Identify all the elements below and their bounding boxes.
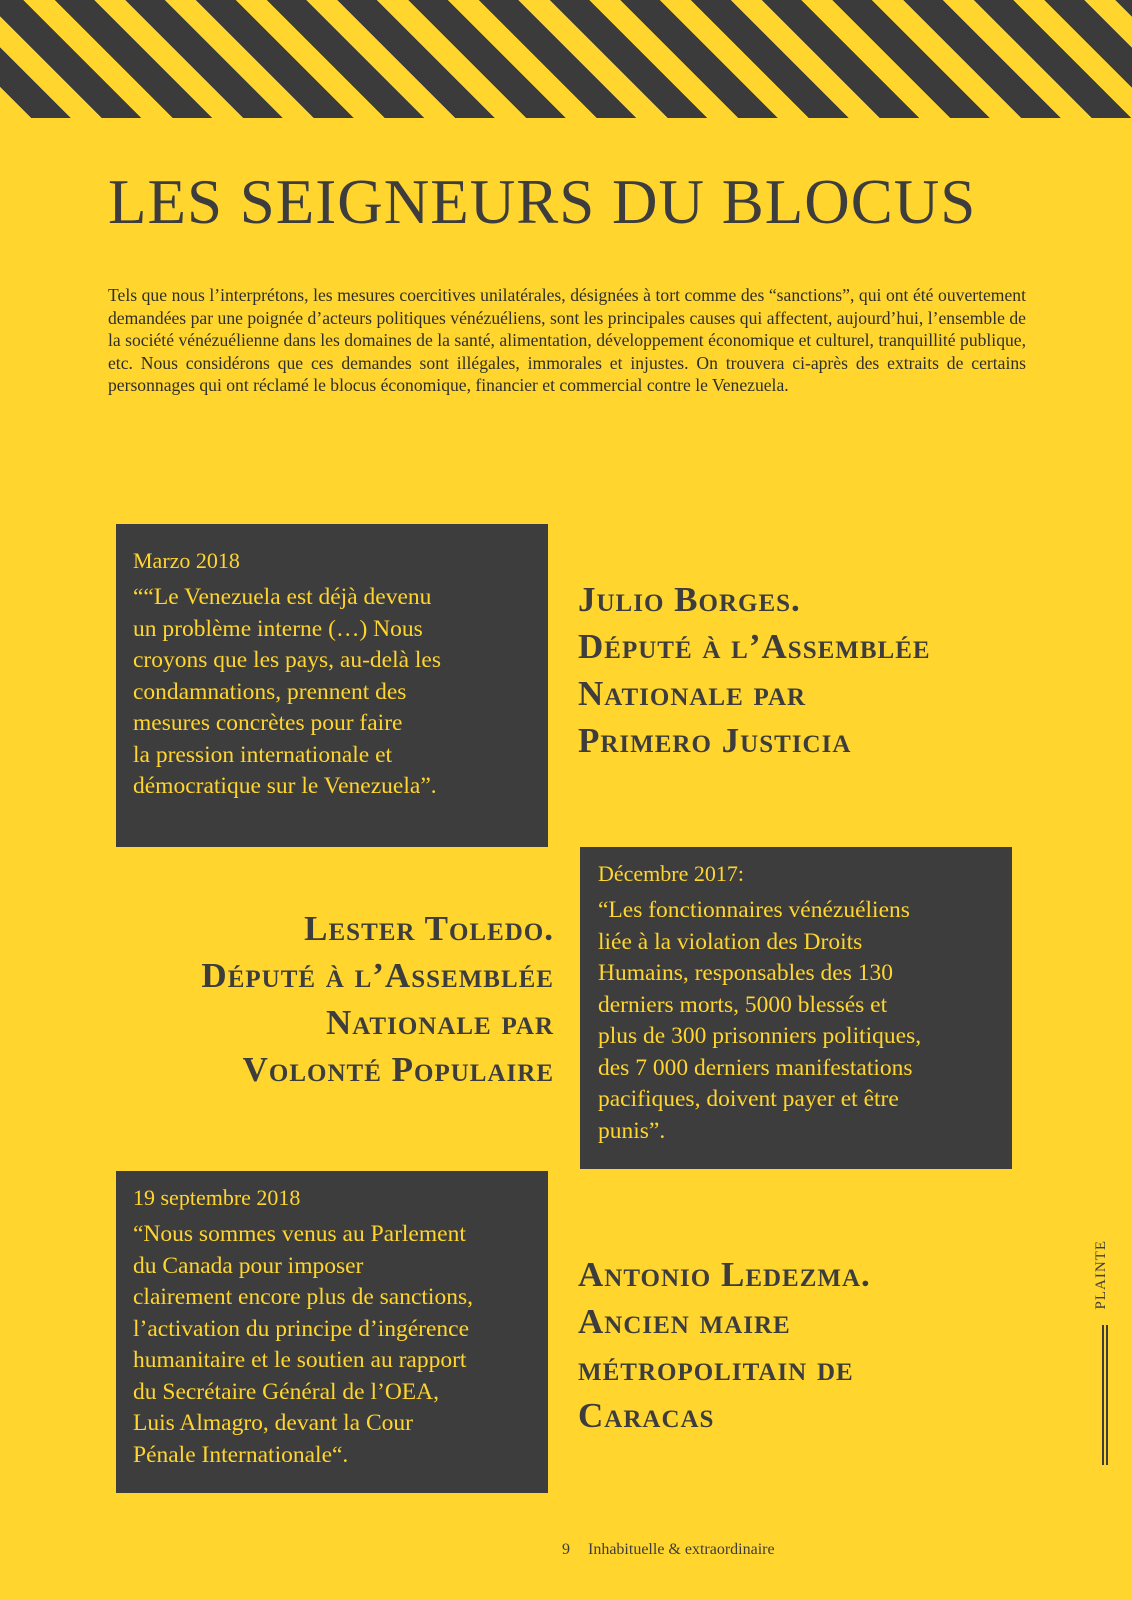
quote-text: “Les fonctionnaires vénézuéliens liée à la violation des Droits Humains, responsables des 130 derniers morts, 5000 blessés et plus de 300 prisonniers politiques, des 7 000 derniers manifestations pacifiques, doivent payer et être punis”.	[598, 897, 922, 1144]
quote-text: “Nous sommes venus au Parlement du Canada pour imposer clairement encore plus de sanctions, l’activation du principe d’ingérence humanitaire et le soutien au rapport du Secrétaire Général de l’OEA, Luis Almagro, devant la Cour Pénale Internationale“.	[133, 1221, 473, 1468]
quote-date: 19 septembre 2018	[133, 1185, 301, 1210]
quote-box-borges	[116, 524, 548, 847]
person-name-borges: Julio Borges. Député à l’Assemblée Nationale par Primero Justicia	[578, 580, 931, 760]
quote-date: Marzo 2018	[133, 548, 240, 573]
quote-text: ““Le Venezuela est déjà devenu un problème interne (…) Nous croyons que les pays, au-delà les condamnations, prennent des mesures concrètes pour faire la pression internationale et démocratique sur le Venezuela”.	[133, 584, 442, 799]
publication-name: Inhabituelle & extraordinaire	[588, 1541, 775, 1558]
page-title: LES SEIGNEURS DU BLOCUS	[108, 167, 977, 237]
page-number: 9	[562, 1541, 570, 1558]
page-footer	[562, 1541, 775, 1559]
quote-box-ledezma	[116, 1171, 548, 1493]
quote-date: Décembre 2017:	[598, 861, 744, 886]
hazard-stripes-banner	[0, 0, 1132, 118]
quote-box-toledo	[580, 847, 1012, 1169]
person-name-toledo: Lester Toledo. Député à l’Assemblée Nationale par Volonté Populaire	[201, 909, 554, 1089]
section-rule	[1102, 1325, 1108, 1465]
person-name-ledezma: Antonio Ledezma. Ancien maire métropolitain de Caracas	[578, 1255, 871, 1435]
intro-paragraph: Tels que nous l’interprétons, les mesures coercitives unilatérales, désignées à tort comme des “sanctions”, qui ont été ouvertement demandées par une poignée d’acteurs politiques vénézuéliens, sont les principales causes qui affectent, aujourd’hui, l’ensemble de la société vénézuélienne dans les domaines de la santé, alimentation, développement économique et culturel, tranquillité publique, etc. Nous considérons que ces demandes sont illégales, immorales et injustes. On trouvera ci-après des extraits de certains personnages qui ont réclamé le blocus économique, financier et commercial contre le Venezuela.	[108, 285, 1026, 395]
section-label: PLAINTE	[1093, 1240, 1109, 1310]
